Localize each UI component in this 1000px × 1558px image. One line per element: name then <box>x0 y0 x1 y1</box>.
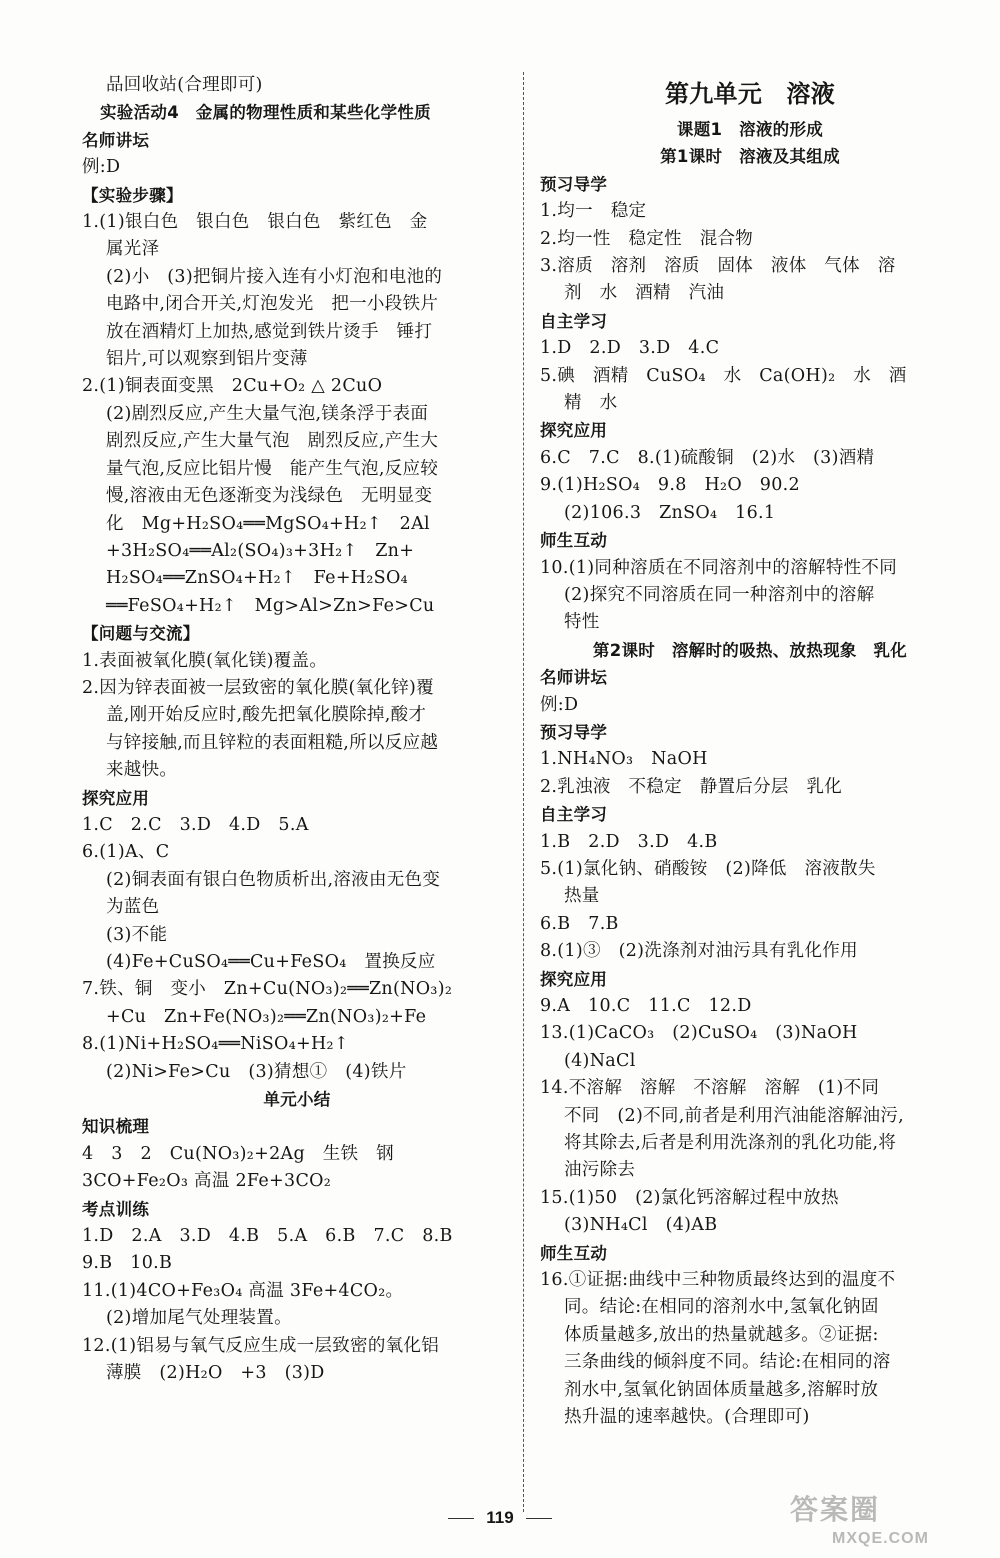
answer-line: 1.D 2.D 3.D 4.C <box>540 338 720 359</box>
answer-line: 放在酒精灯上加热,感觉到铁片烫手 锤打 <box>106 321 433 342</box>
answer-line: 油污除去 <box>564 1160 636 1181</box>
answer-line: 特性 <box>564 612 600 633</box>
section-heading: 师生互动 <box>540 1243 608 1263</box>
answer-line: 1.B 2.D 3.D 4.B <box>540 831 718 852</box>
section-heading: 自主学习 <box>540 805 608 825</box>
section-heading: 探究应用 <box>540 969 608 989</box>
answer-line: 6.C 7.C 8.(1)硫酸铜 (2)水 (3)酒精 <box>540 447 875 468</box>
section-heading: 探究应用 <box>82 788 150 808</box>
answer-line: 来越快。 <box>106 760 178 781</box>
answer-line: 2.(1)铜表面变黑 2Cu+O₂ △ 2CuO <box>82 376 383 397</box>
section-heading: 第九单元 溶液 <box>664 80 836 108</box>
answer-line: 三条曲线的倾斜度不同。结论:在相同的溶 <box>564 1352 891 1373</box>
answer-line: 品回收站(合理即可) <box>106 75 263 95</box>
answer-line: 精 水 <box>564 393 618 414</box>
section-heading: 名师讲坛 <box>540 668 608 688</box>
answer-line: 10.(1)同种溶质在不同溶剂中的溶解特性不同 <box>540 557 898 578</box>
answer-line: 1.D 2.A 3.D 4.B 5.A 6.B 7.C 8.B <box>82 1226 453 1247</box>
answer-line: 不同 (2)不同,前者是利用汽油能溶解油污, <box>564 1105 905 1126</box>
answer-line: (4)Fe+CuSO₄══Cu+FeSO₄ 置换反应 <box>106 952 436 972</box>
answer-line: 属光泽 <box>106 239 160 260</box>
answer-line: 8.(1)③ (2)洗涤剂对油污具有乳化作用 <box>540 941 858 962</box>
answer-line: (3)NH₄Cl (4)AB <box>564 1215 718 1236</box>
answer-line: 9.A 10.C 11.C 12.D <box>540 996 752 1016</box>
section-heading: 预习导学 <box>540 174 608 194</box>
answer-line: 15.(1)50 (2)氯化钙溶解过程中放热 <box>540 1187 839 1208</box>
section-heading: 知识梳理 <box>82 1117 150 1137</box>
answer-line: (2)增加尾气处理装置。 <box>106 1308 292 1329</box>
answer-line: 11.(1)4CO+Fe₃O₄ 高温 3Fe+4CO₂。 <box>82 1280 404 1301</box>
column-divider <box>523 72 524 1512</box>
answer-line: H₂SO₄══ZnSO₄+H₂↑ Fe+H₂SO₄ <box>106 568 408 589</box>
answer-line: +3H₂SO₄══Al₂(SO₄)₃+3H₂↑ Zn+ <box>106 540 415 561</box>
answer-line: 剂 水 酒精 汽油 <box>564 283 725 304</box>
answer-line: (2)小 (3)把铜片接入连有小灯泡和电池的 <box>106 266 443 287</box>
section-heading: 考点训练 <box>82 1199 150 1219</box>
answer-line: 2.因为锌表面被一层致密的氧化膜(氧化锌)覆 <box>82 677 434 698</box>
answer-line: 14.不溶解 溶解 不溶解 溶解 (1)不同 <box>540 1078 880 1099</box>
answer-line: +Cu Zn+Fe(NO₃)₂══Zn(NO₃)₂+Fe <box>106 1006 427 1027</box>
answer-line: 4 3 2 Cu(NO₃)₂+2Ag 生铁 钢 <box>82 1143 394 1164</box>
answer-line: 量气泡,反应比铝片慢 能产生气泡,反应较 <box>106 458 439 479</box>
answer-line: (2)探究不同溶质在同一种溶剂中的溶解 <box>564 584 875 605</box>
answer-line: 剧烈反应,产生大量气泡 剧烈反应,产生大 <box>106 431 439 452</box>
answer-line: 为蓝色 <box>106 897 160 918</box>
section-heading: 单元小结 <box>263 1090 331 1110</box>
answer-line: 将其除去,后者是利用洗涤剂的乳化功能,将 <box>564 1133 897 1154</box>
answer-line: 6.(1)A、C <box>82 842 170 863</box>
answer-line: 2.乳浊液 不稳定 静置后分层 乳化 <box>540 776 843 797</box>
section-heading: 实验活动4 金属的物理性质和某些化学性质 <box>100 103 431 123</box>
section-heading: 师生互动 <box>540 531 608 551</box>
section-heading: 探究应用 <box>540 421 608 441</box>
answer-line: 1.均一 稳定 <box>540 201 647 222</box>
answer-line: (2)剧烈反应,产生大量气泡,镁条浮于表面 <box>106 403 429 424</box>
answer-line: 例:D <box>82 157 121 178</box>
answer-line: 同。结论:在相同的溶剂水中,氢氧化钠固 <box>564 1297 879 1318</box>
answer-line: (3)不能 <box>106 924 168 945</box>
answer-line: 8.(1)Ni+H₂SO₄══NiSO₄+H₂↑ <box>82 1034 349 1055</box>
section-heading: 【实验步骤】 <box>82 185 183 205</box>
answer-line: 9.(1)H₂SO₄ 9.8 H₂O 90.2 <box>540 475 800 496</box>
answer-line: 体质量越多,放出的热量就越多。②证据: <box>564 1324 879 1345</box>
section-heading: 预习导学 <box>540 722 608 742</box>
answer-line: 例:D <box>540 694 579 715</box>
answer-line: 16.①证据:曲线中三种物质最终达到的温度不 <box>540 1270 896 1291</box>
answer-line: 3.溶质 溶剂 溶质 固体 液体 气体 溶 <box>540 256 896 277</box>
watermark-logo: 答案圈 <box>790 1493 881 1526</box>
answer-line: 铝片,可以观察到铝片变薄 <box>106 349 308 370</box>
left-column <box>82 72 512 1388</box>
answer-line: 慢,溶液由无色逐渐变为浅绿色 无明显变 <box>106 486 433 507</box>
answer-line: 13.(1)CaCO₃ (2)CuSO₄ (3)NaOH <box>540 1023 858 1044</box>
answer-line: 7.铁、铜 变小 Zn+Cu(NO₃)₂══Zn(NO₃)₂ <box>82 979 453 1000</box>
answer-line: 9.B 10.B <box>82 1253 173 1274</box>
answer-line: 电路中,闭合开关,灯泡发光 把一小段铁片 <box>106 294 439 315</box>
answer-line: 薄膜 (2)H₂O +3 (3)D <box>106 1363 325 1384</box>
section-heading: 第2课时 溶解时的吸热、放热现象 乳化 <box>592 640 908 660</box>
section-heading: 课题1 溶液的形成 <box>676 120 824 139</box>
answer-line: 剂水中,氢氧化钠固体质量越多,溶解时放 <box>564 1379 879 1400</box>
answer-line: 5.(1)氯化钠、硝酸铵 (2)降低 溶液散失 <box>540 858 876 879</box>
answer-line: 3CO+Fe₂O₃ 高温 2Fe+3CO₂ <box>82 1171 332 1192</box>
answer-line: ══FeSO₄+H₂↑ Mg>Al>Zn>Fe>Cu <box>106 595 435 616</box>
answer-line: 盖,刚开始反应时,酸先把氧化膜除掉,酸才 <box>106 705 427 726</box>
answer-line: 5.碘 酒精 CuSO₄ 水 Ca(OH)₂ 水 酒 <box>540 365 907 386</box>
answer-line: (4)NaCl <box>564 1050 636 1071</box>
answer-line: (2)106.3 ZnSO₄ 16.1 <box>564 502 776 523</box>
answer-line: 12.(1)铝易与氧气反应生成一层致密的氧化铝 <box>82 1335 440 1356</box>
section-heading: 【问题与交流】 <box>82 624 200 644</box>
answer-line: 与锌接触,而且锌粒的表面粗糙,所以反应越 <box>106 732 439 753</box>
answer-line: 1.NH₄NO₃ NaOH <box>540 749 708 770</box>
section-heading: 第1课时 溶液及其组成 <box>660 147 840 167</box>
answer-line: (2)铜表面有银白色物质析出,溶液由无色变 <box>106 869 441 890</box>
watermark-url: MXQE.COM <box>832 1530 929 1547</box>
answer-line: 热升温的速率越快。(合理即可) <box>564 1407 810 1428</box>
answer-line: 1.(1)银白色 银白色 银白色 紫红色 金 <box>82 212 428 233</box>
answer-line: 2.均一性 稳定性 混合物 <box>540 228 754 249</box>
answer-line: 1.C 2.C 3.D 4.D 5.A <box>82 814 309 835</box>
answer-line: 热量 <box>564 886 600 907</box>
section-heading: 自主学习 <box>540 311 608 331</box>
page-number: 119 <box>486 1508 514 1527</box>
answer-line: 化 Mg+H₂SO₄══MgSO₄+H₂↑ 2Al <box>106 513 430 534</box>
answer-line: 6.B 7.B <box>540 913 619 934</box>
answer-line: (2)Ni>Fe>Cu (3)猜想① (4)铁片 <box>106 1061 407 1082</box>
right-column <box>540 72 960 1432</box>
answer-line: 1.表面被氧化膜(氧化镁)覆盖。 <box>82 650 328 671</box>
section-heading: 名师讲坛 <box>82 130 150 150</box>
